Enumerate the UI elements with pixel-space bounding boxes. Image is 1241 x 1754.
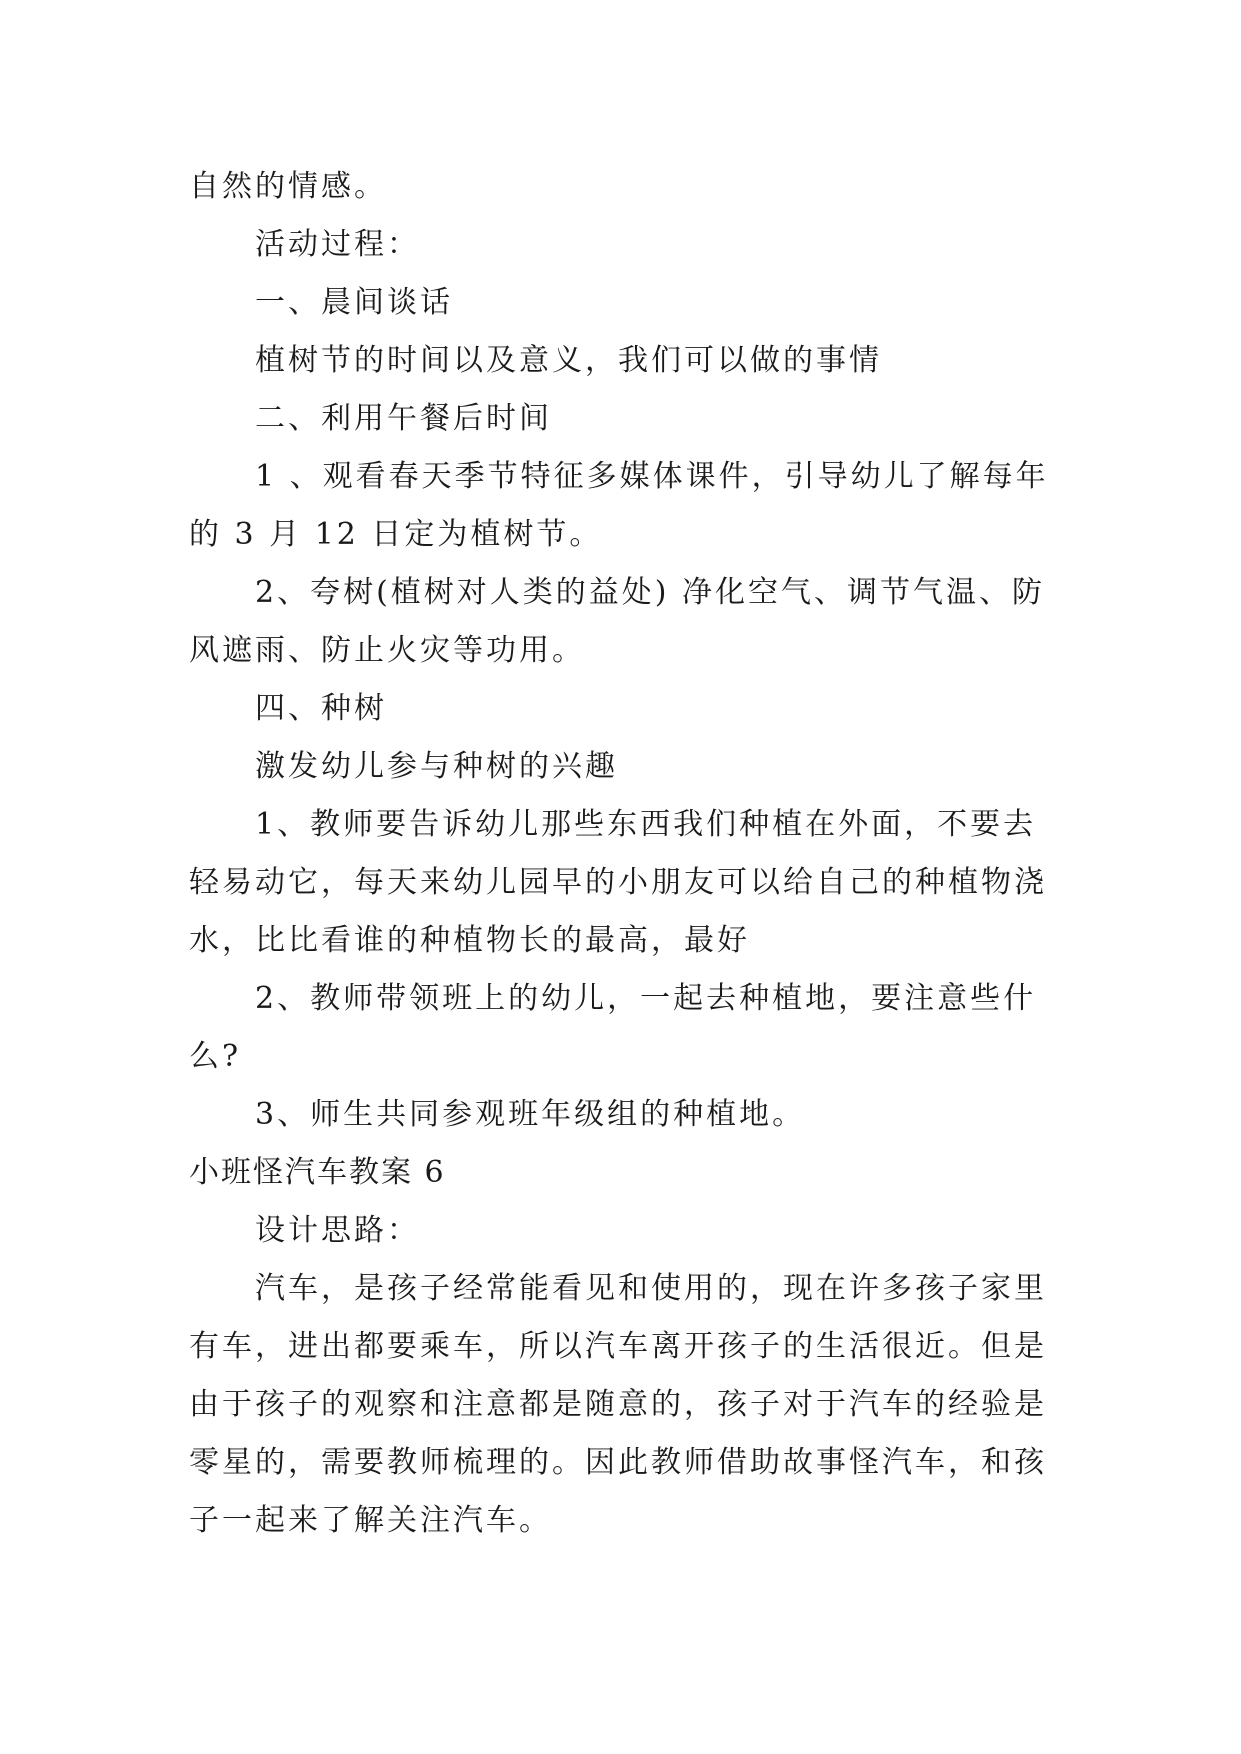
text-line: 2、夸树(植树对人类的益处) 净化空气、调节气温、防 xyxy=(255,575,1046,610)
text-line: 的 3 月 12 日定为植树节。 xyxy=(189,517,603,552)
text-line: 3、师生共同参观班年级组的种植地。 xyxy=(255,1097,806,1132)
section-heading: 一、晨间谈话 xyxy=(255,285,453,320)
text-line: 汽车，是孩子经常能看见和使用的，现在许多孩子家里 xyxy=(255,1271,1047,1306)
text-line: 风遮雨、防止火灾等功用。 xyxy=(189,633,585,668)
document-body xyxy=(189,158,1053,1550)
text-line: 自然的情感。 xyxy=(189,169,387,204)
text-line: 么? xyxy=(189,1039,242,1074)
section-heading: 四、种树 xyxy=(255,691,387,726)
text-line: 植树节的时间以及意义，我们可以做的事情 xyxy=(255,343,882,378)
document-title: 小班怪汽车教案 6 xyxy=(189,1155,446,1190)
section-heading: 设计思路： xyxy=(255,1213,420,1248)
section-heading: 二、利用午餐后时间 xyxy=(255,401,552,436)
text-line: 1、教师要告诉幼儿那些东西我们种植在外面，不要去 xyxy=(255,807,1037,842)
text-line: 由于孩子的观察和注意都是随意的，孩子对于汽车的经验是 xyxy=(189,1387,1047,1422)
text-line: 活动过程： xyxy=(255,227,420,262)
text-line: 轻易动它，每天来幼儿园早的小朋友可以给自己的种植物浇 xyxy=(189,865,1047,900)
text-line: 激发幼儿参与种树的兴趣 xyxy=(255,749,618,784)
text-line: 子一起来了解关注汽车。 xyxy=(189,1503,552,1538)
text-line: 1 、观看春天季节特征多媒体课件，引导幼儿了解每年 xyxy=(255,459,1049,494)
text-line: 2、教师带领班上的幼儿，一起去种植地，要注意些什 xyxy=(255,981,1037,1016)
text-line: 零星的，需要教师梳理的。因此教师借助故事怪汽车，和孩 xyxy=(189,1445,1047,1480)
text-line: 有车，进出都要乘车，所以汽车离开孩子的生活很近。但是 xyxy=(189,1329,1047,1364)
text-line: 水，比比看谁的种植物长的最高，最好 xyxy=(189,923,750,958)
